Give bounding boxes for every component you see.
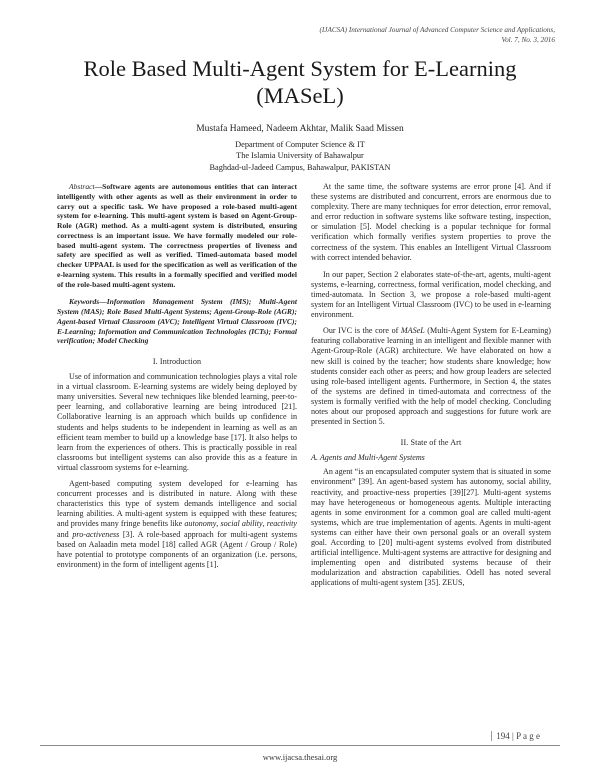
paper-title-line2: (MASeL) [256,83,344,108]
right-paragraph-2: In our paper, Section 2 elaborates state-of-the-art, agents, multi-agent systems, e-learning, correctness, formal verification, model checking, and timed-automata. In Section 3, we propose a role-based multi-agent system for an Intelligent Virtual Classroom (IVC) to be used in e-learning environment. [311,269,551,320]
right-p3-text-a: Our IVC is the core of [323,326,401,336]
journal-header [135,26,555,45]
page-number: 194 | P a g e [491,731,540,741]
right-paragraph-4: An agent “is an encapsulated computer system that is situated in some environment” [39]. An agent-based system has autonomy, social ability, reactivity, and proactive-ness properties [39][27]. Multi-agent systems may have heterogeneous or homogeneous agents. Multiple interacting agents in some environment for a common goal are called multi-agent systems, which are true implementation of agents. Agents in multi-agent systems can either have their own personal goals or an overall system goal. According to [20] multi-agent systems evolved from distributed artificial intelligence. Multi-agent systems are attractive for designing and implementing open and distributed systems because of their modularization and abstraction capabilities. Odell has noted several applications of multi-agent system [35]. ZEUS, [311,467,551,588]
keywords [57,297,297,346]
left-column [57,182,297,576]
section-heading-state-of-the-art: II. State of the Art [400,438,462,448]
keywords-label: Keywords [69,297,100,307]
right-paragraph-3 [311,326,551,427]
term-masel: MASeL [400,326,425,336]
intro-p2-comma-2: , [262,519,267,529]
affiliation [40,139,560,173]
affiliation-department: Department of Computer Science & IT [235,140,365,149]
intro-p2-text-b: [3]. A role-based approach for multi-agent systems based on Aalaadin meta model [18] called AGR (Agent / Group / Role) have potential to prototype components of an organization (i.e. persons, environment) in the form of intelligent agents [1]. [57,529,297,569]
intro-p2-and: and [57,529,73,539]
abstract-label: Abstract [69,182,95,191]
intro-paragraph-2 [57,479,297,570]
keywords-text: —Information Management System (IMS); Multi-Agent System (MAS); Role Based Multi-Agent Systems; Agent-Group-Role (AGR); Agent-based Virtual Classroom (AVC); Intelligent Virtual Classroom (IVC); E-Learning; Information and Communication Technologies (ICTs); Formal verification; Model Checking [57,297,297,346]
footer-divider [40,745,560,746]
right-paragraph-1: At the same time, the software systems are error prone [4]. And if these systems are distributed and concurrent, errors are enormous due to complexity. There are many techniques for error detection, error removal, and error reduction in software systems like software testing, inspection, or simulation [5]. Model checking is a popular technique for formal verification which formally verifies system properties to prove the correctness of the system. This enables an Intelligent Virtual Classroom with correct intended behavior. [311,182,551,262]
term-autonomy: autonomy [184,519,217,529]
intro-p2-text-a: Agent-based computing system developed for e-learning has concurrent processes and is distributed in nature. Along with these characteristics this type of system demands intelligence and social learning abilities. A multi-agent system is equipped with these features; and provides many fringe benefits like [57,479,297,529]
right-p3-text-b: (Multi-Agent System for E-Learning) featuring collaborative learning in an intelligent and flexible manner with Agent-Group-Role (AGR) architecture. We have elaborated on how a new skill is coined by the teacher; how students share knowledge; how students consider each other as peers; and how group leaders are selected using role-based intelligent agents. Furthermore, in Section 4, the states of the systems are defined in timed-automata and correctness of the system is formally verified with the help of model checking. Concluding notes about our proposed approach and suggestions for future work are presented in Section 5. [311,326,551,427]
paper-title-line1: Role Based Multi-Agent System for E-Learning [83,56,517,81]
right-column [311,182,551,594]
term-proactiveness: pro-activeness [72,529,120,539]
journal-header-line2: Vol. 7, No. 3, 2016 [501,35,555,44]
affiliation-university: The Islamia University of Bahawalpur [236,151,364,161]
abstract-text: —Software agents are autonomous entities that can interact intelligently with other agents as well as their environment in order to carry out a specific task. We have proposed a role-based multi-agent system for e-learning. This multi-agent system is based on Agent-Group-Role (AGR) method. As a multi-agent system is distributed, ensuring correctness is an important issue. We have formally modeled our role-based multi-agent system. The correctness properties of liveness and safety are specified as well as verified. Timed-automata based model checker UPPAAL is used for the specification as well as verification of the e-learning system. This results in a formally specified and verified model of the role-based multi-agent system. [57,182,297,289]
section-heading-introduction: I. Introduction [152,357,202,366]
affiliation-campus: Baghdad-ul-Jadeed Campus, Bahawalpur, PAKISTAN [209,162,391,172]
abstract [57,182,297,289]
intro-p2-comma-1: , [216,519,221,529]
intro-paragraph-1: Use of information and communication technologies plays a vital role in a virtual classroom. E-learning systems are widely being deployed by many universities. Several new techniques like blended learning, peer-to-peer learning, and collaborative learning are being introduced [21]. Collaborative learning is an approach which builds up confidence in students and helps students to be independent in learning as well as an efficient team member to build up a knowledge base [17]. It also helps to learn from the experiences of others. This is practically possible in real classrooms but intelligent systems can also provide this as a feature in virtual classroom systems for e-learning. [57,372,297,472]
author-list: Mustafa Hameed, Nadeem Akhtar, Malik Saad Missen [196,124,404,134]
journal-header-line1: (IJACSA) International Journal of Advanced Computer Science and Applications, [319,26,555,34]
term-reactivity: reactivity [266,519,298,529]
footer-url: www.ijacsa.thesai.org [262,752,338,762]
term-social-ability: social ability [220,519,263,529]
subsection-heading-agents: A. Agents and Multi-Agent Systems [311,453,425,463]
paper-title [40,55,560,109]
